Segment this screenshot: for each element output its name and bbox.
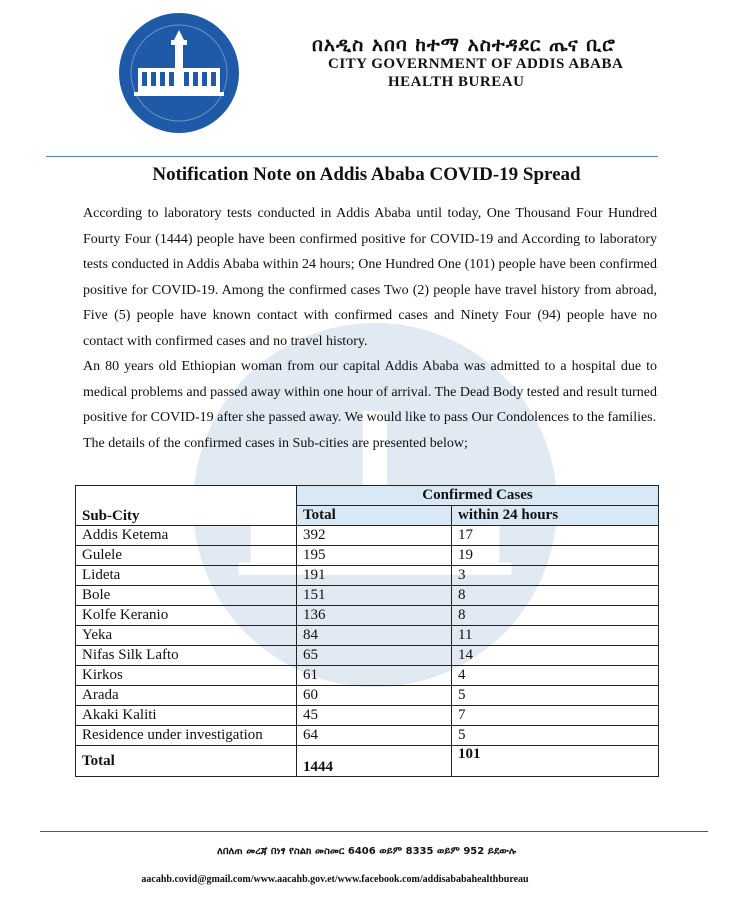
cell-within-24-hours: 17 — [452, 526, 659, 546]
cell-within-24-hours: 5 — [452, 726, 659, 746]
cell-subcity: Akaki Kaliti — [76, 706, 297, 726]
table-total-row — [76, 746, 659, 777]
table-row — [76, 706, 659, 726]
cell-subcity: Residence under investigation — [76, 726, 297, 746]
org-name-amharic: በአዲስ አበባ ከተማ አስተዳደር ጤና ቢሮ — [312, 34, 616, 56]
notification-body — [83, 201, 657, 456]
total-label: Total — [76, 746, 297, 777]
cell-within-24-hours: 4 — [452, 666, 659, 686]
cell-within-24-hours: 8 — [452, 586, 659, 606]
header-divider — [46, 156, 658, 157]
cell-total: 60 — [297, 686, 452, 706]
cell-total: 136 — [297, 606, 452, 626]
table-row — [76, 606, 659, 626]
cell-subcity: Bole — [76, 586, 297, 606]
table-row — [76, 626, 659, 646]
total-value: 1444 — [297, 746, 452, 777]
cell-subcity: Nifas Silk Lafto — [76, 646, 297, 666]
cell-subcity: Kolfe Keranio — [76, 606, 297, 626]
table-row — [76, 726, 659, 746]
table-row — [76, 686, 659, 706]
header-subcity — [76, 486, 297, 526]
header-subcity-label: Sub-City — [82, 508, 140, 524]
paragraph-confirmed-cases: According to laboratory tests conducted in Addis Ababa until today, One Thousand Four Hundred Fourty Four (1444) people have been confirmed positive for COVID-19 and According to laboratory tests conducted in Addis Ababa within 24 hours; One Hundred One (101) people have been confirmed positive for COVID-19. Among the confirmed cases Two (2) people have travel history from abroad, Five (5) people have known contact with confirmed cases and Ninety Four (94) people have no contact with confirmed cases and no travel history. — [83, 206, 657, 349]
cell-subcity: Gulele — [76, 546, 297, 566]
cell-subcity: Addis Ketema — [76, 526, 297, 546]
table-row — [76, 586, 659, 606]
cell-within-24-hours: 3 — [452, 566, 659, 586]
paragraph-table-intro: The details of the confirmed cases in Sub-cities are presented below; — [83, 435, 468, 451]
cell-within-24-hours: 5 — [452, 686, 659, 706]
cell-total: 64 — [297, 726, 452, 746]
cell-total: 195 — [297, 546, 452, 566]
cell-total: 151 — [297, 586, 452, 606]
page-title: Notification Note on Addis Ababa COVID-19 Spread — [152, 164, 581, 185]
cell-within-24-hours: 7 — [452, 706, 659, 726]
table-row — [76, 546, 659, 566]
contact-links: aacahb.covid@gmail.com/www.aacahb.gov.et/www.facebook.com/addisababahealthbureau — [141, 874, 529, 885]
cell-total: 191 — [297, 566, 452, 586]
cell-total: 45 — [297, 706, 452, 726]
table-row — [76, 566, 659, 586]
subcity-cases-table — [75, 485, 659, 777]
header-total: Total — [297, 506, 452, 526]
cell-within-24-hours: 19 — [452, 546, 659, 566]
cell-subcity: Arada — [76, 686, 297, 706]
hotline-text: ለበለጠ መረጃ በነፃ የስልክ መስመር 6406 ወይም 8335 ወይም 952 ይደውሉ — [216, 846, 517, 857]
cell-total: 61 — [297, 666, 452, 686]
cell-subcity: Kirkos — [76, 666, 297, 686]
footer-divider — [40, 831, 708, 832]
table-row — [76, 526, 659, 546]
health-bureau-logo — [118, 12, 240, 134]
table-row — [76, 646, 659, 666]
cell-subcity: Yeka — [76, 626, 297, 646]
table-row — [76, 666, 659, 686]
cell-within-24-hours: 8 — [452, 606, 659, 626]
header-confirmed-cases: Confirmed Cases — [297, 486, 659, 506]
total-within-24-hours: 101 — [452, 746, 659, 777]
cell-total: 84 — [297, 626, 452, 646]
org-name-english: CITY GOVERNMENT OF ADDIS ABABA — [328, 56, 624, 72]
cell-within-24-hours: 14 — [452, 646, 659, 666]
cell-within-24-hours: 11 — [452, 626, 659, 646]
paragraph-death-report: An 80 years old Ethiopian woman from our capital Addis Ababa was admitted to a hospital due to medical problems and passed away within one hour of arrival. The Dead Body tested and result turned positive for COVID-19 after she passed away. We would like to pass Our Condolences to the families. — [83, 359, 657, 425]
header-within-24-hours: within 24 hours — [452, 506, 659, 526]
cell-total: 392 — [297, 526, 452, 546]
cell-subcity: Lideta — [76, 566, 297, 586]
org-name-english-bureau: HEALTH BUREAU — [388, 74, 525, 90]
cell-total: 65 — [297, 646, 452, 666]
table-header-row-group — [76, 486, 659, 506]
